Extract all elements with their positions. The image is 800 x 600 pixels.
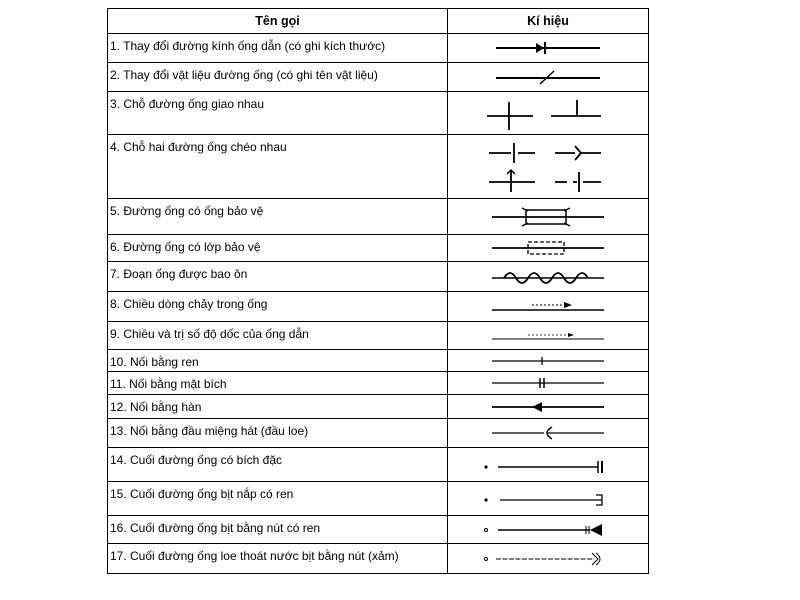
protective-layer-symbol (488, 238, 608, 258)
table-row (108, 419, 649, 448)
pipe-diameter-change-symbol (488, 38, 608, 58)
table-row (108, 262, 649, 292)
bell-joint-symbol (488, 423, 608, 443)
row-label: 5. Đường ống có ống bảo vệ (108, 199, 448, 235)
threaded-joint-symbol (488, 353, 608, 369)
table-row (108, 92, 649, 135)
row-label: 12. Nối bằng hàn (108, 395, 448, 419)
row-label: 14. Cuối đường ống có bích đặc (108, 448, 448, 482)
table-row (108, 322, 649, 350)
name-column-header: Tên gọi (108, 9, 448, 34)
table-row (108, 63, 649, 92)
row-label: 6. Đường ống có lớp bảo vệ (108, 235, 448, 262)
caulked-plug-end-symbol (478, 549, 618, 569)
row-label: 9. Chiều và trị số độ dốc của ống dẫn (108, 322, 448, 350)
protective-sleeve-symbol (488, 204, 608, 230)
row-label: 17. Cuối đường ống loe thoát nước bịt bằng nút (xảm) (108, 544, 448, 574)
pipe-intersection-symbol (483, 94, 613, 132)
row-label: 4. Chỗ hai đường ống chéo nhau (108, 135, 448, 199)
pipe-crossing-symbol (483, 138, 613, 196)
row-label: 10. Nối bằng ren (108, 350, 448, 372)
row-label: 2. Thay đổi vật liệu đường ống (có ghi tên vật liệu) (108, 63, 448, 92)
table-row (108, 544, 649, 574)
table-row (108, 235, 649, 262)
slope-symbol (488, 326, 608, 346)
row-label: 13. Nối bằng đầu miệng hát (đầu loe) (108, 419, 448, 448)
table-row (108, 395, 649, 419)
row-label: 16. Cuối đường ống bịt bằng nút có ren (108, 516, 448, 544)
table-row (108, 199, 649, 235)
table-row (108, 516, 649, 544)
row-label: 15. Cuối đường ống bịt nắp có ren (108, 482, 448, 516)
symbol-column-header: Kí hiệu (448, 9, 649, 34)
pipe-symbol-table (107, 8, 649, 574)
table-row (108, 448, 649, 482)
row-label: 11. Nối bằng mặt bích (108, 372, 448, 395)
table-row (108, 350, 649, 372)
pipe-material-change-symbol (488, 67, 608, 87)
blind-flange-end-symbol (478, 453, 618, 477)
flange-joint-symbol (488, 375, 608, 391)
row-label: 3. Chỗ đường ống giao nhau (108, 92, 448, 135)
pipe-symbol-table-container (107, 8, 648, 574)
table-row (108, 482, 649, 516)
row-label: 1. Thay đổi đường kính ống dẫn (có ghi kích thước) (108, 34, 448, 63)
table-header-row (108, 9, 649, 34)
row-label: 7. Đoạn ống được bao ôn (108, 262, 448, 292)
insulated-pipe-symbol (488, 266, 608, 288)
table-row (108, 372, 649, 395)
row-label: 8. Chiều dòng chảy trong ống (108, 292, 448, 322)
table-row (108, 34, 649, 63)
threaded-plug-end-symbol (478, 520, 618, 540)
table-row (108, 292, 649, 322)
welded-joint-symbol (488, 399, 608, 415)
table-row (108, 135, 649, 199)
threaded-cap-end-symbol (478, 487, 618, 511)
flow-direction-symbol (488, 297, 608, 317)
